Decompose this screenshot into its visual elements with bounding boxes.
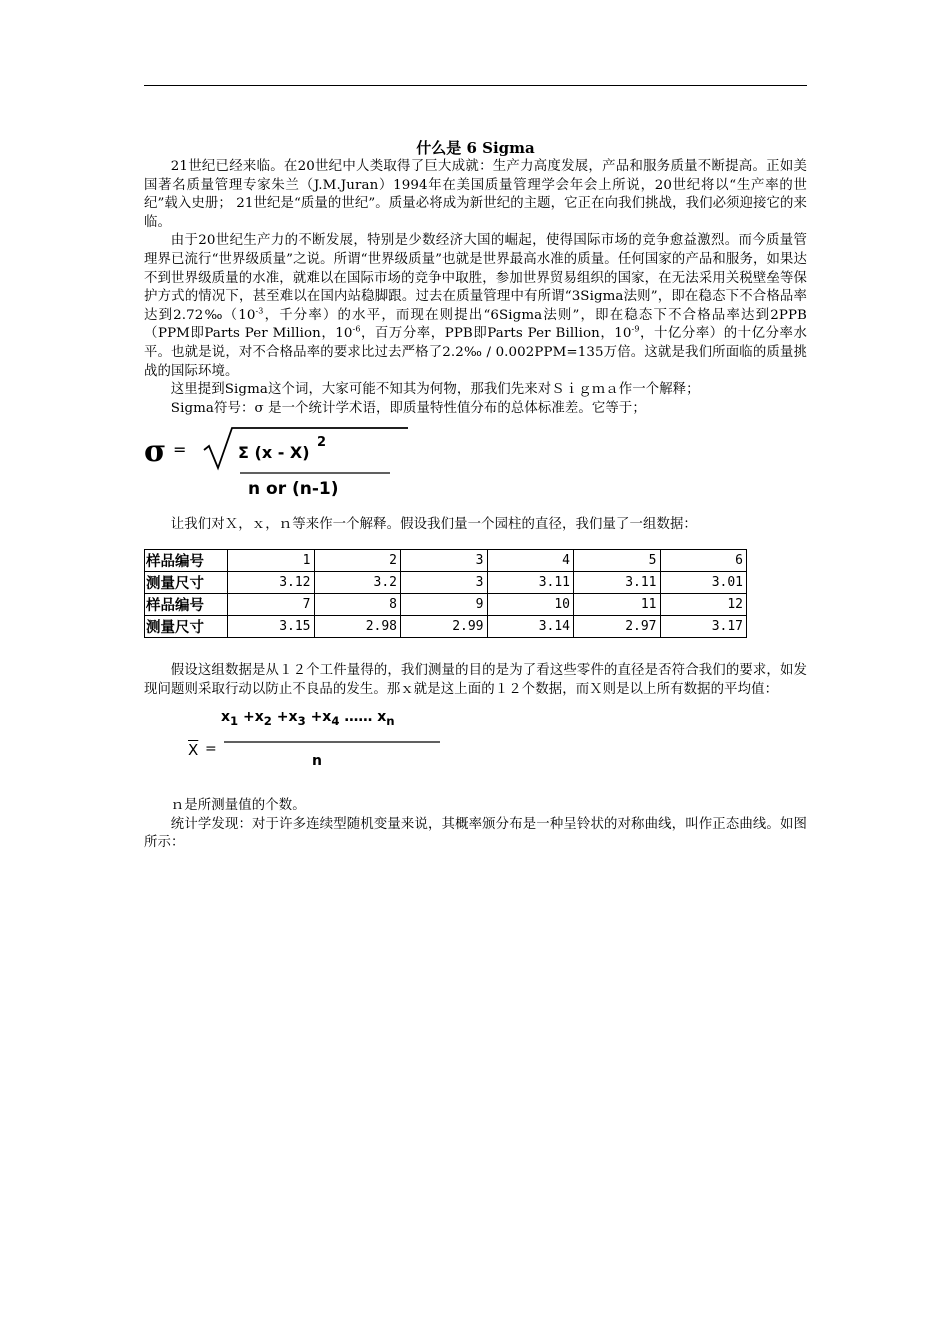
row-label: 样品编号 (145, 593, 228, 615)
table-row (145, 615, 747, 637)
mean-formula (144, 709, 807, 789)
table-cell: 2 (314, 549, 401, 571)
row-label: 测量尺寸 (145, 571, 228, 593)
document-body (144, 138, 807, 853)
table-cell: 1 (228, 549, 315, 571)
paragraph-text: ，十亿分率）的十亿分率水平。也就是说，对不合格品率的要求比过去严格了2.2‰ / 0.002PPM=135万倍。这就是我们所面临的质量挑战的国际环境。 (144, 326, 807, 379)
formula-xbar: $\overline{X}$ (188, 741, 199, 760)
table-cell: 6 (660, 549, 747, 571)
paragraph-variables: 让我们对Ｘ，ｘ，ｎ等来作一个解释。假设我们量一个园柱的直径，我们量了一组数据： (170, 517, 697, 533)
table-cell: 11 (574, 593, 661, 615)
table-cell: 2.97 (574, 615, 661, 637)
table-cell: 2.98 (314, 615, 401, 637)
page-title: 什么是 6 Sigma (416, 139, 535, 157)
paragraph-sigma-explain: 这里提到Sigma这个词，大家可能不知其为何物，那我们先来对Ｓｉｇｍａ作一个解释； (170, 382, 700, 398)
table-cell: 12 (660, 593, 747, 615)
table-cell: 2.99 (401, 615, 488, 637)
superscript: -9 (631, 324, 640, 334)
table-cell: 3.2 (314, 571, 401, 593)
table-row (145, 571, 747, 593)
subscript: 4 (331, 713, 340, 728)
paragraph-text: ，千分率）的水平，而现在则提出“6Sigma法则”，即在稳态下不合格品率达到2PPB（PPM即Parts Per Million，10 (144, 307, 807, 342)
plus: + (310, 709, 323, 726)
table-cell: 9 (401, 593, 488, 615)
formula-exponent: 2 (317, 435, 327, 451)
table-cell: 10 (487, 593, 574, 615)
table-cell: 3.11 (574, 571, 661, 593)
row-label: 样品编号 (145, 549, 228, 571)
formula-numerator (221, 709, 395, 728)
std-deviation-formula (144, 426, 807, 510)
term-x: x (322, 709, 332, 726)
table-cell: 4 (487, 549, 574, 571)
term-x: x (377, 709, 387, 726)
ellipsis: …… (344, 709, 373, 726)
row-label: 测量尺寸 (145, 615, 228, 637)
term-x: x (221, 709, 231, 726)
table-cell: 3.01 (660, 571, 747, 593)
table-cell: 7 (228, 593, 315, 615)
superscript: -6 (352, 324, 361, 334)
measurement-table (144, 549, 747, 638)
table-cell: 3.15 (228, 615, 315, 637)
superscript: -3 (255, 306, 264, 316)
table-cell: 3 (401, 549, 488, 571)
subscript: 2 (263, 713, 272, 728)
plus: + (243, 709, 255, 726)
header-rule (144, 85, 807, 86)
term-x: x (288, 709, 298, 726)
table-cell: 3.11 (487, 571, 574, 593)
paragraph-world-class-quality (144, 232, 807, 381)
formula-sigma: σ (144, 434, 167, 470)
formula-equals: = (173, 440, 187, 460)
table-cell: 3.17 (660, 615, 747, 637)
table-cell: 3.12 (228, 571, 315, 593)
radical-sign (202, 426, 422, 476)
formula-denominator: n (312, 753, 322, 770)
fraction-bar (224, 740, 454, 744)
subscript: 1 (230, 713, 239, 728)
paragraph-intro: 21世纪已经来临。在20世纪中人类取得了巨大成就：生产力高度发展，产品和服务质量不断提高。正如美国著名质量管理专家朱兰（J.M.Juran）1994年在美国质量管理学会年会上所说，20世纪将以“生产率的世纪”载入史册； 21世纪是“质量的世纪”。质量必将成为新世纪的主题，它正在向我们挑战，我们必须迎接它的来临。 (144, 159, 807, 230)
paragraph-sigma-symbol: Sigma符号：σ 是一个统计学术语，即质量特性值分布的总体标准差。它等于； (170, 400, 646, 416)
formula-equals: = (205, 741, 217, 758)
table-cell: 5 (574, 549, 661, 571)
paragraph-text: ，百万分率，PPB即Parts Per Billion，10 (360, 326, 632, 342)
table-cell: 3.14 (487, 615, 574, 637)
formula-numerator: Σ (x - X) (238, 443, 310, 463)
table-cell: 8 (314, 593, 401, 615)
paragraph-normal-curve: 统计学发现：对于许多连续型随机变量来说，其概率颁分布是一种呈铃状的对称曲线，叫作正态曲线。如图所示： (144, 816, 807, 851)
term-x: x (254, 709, 264, 726)
paragraph-mean: 假设这组数据是从１２个工件量得的，我们测量的目的是为了看这些零件的直径是否符合我们的要求，如发现问题则采取行动以防止不良品的发生。那ｘ就是这上面的１２个数据，而Ｘ则是以上所有数据的平均值： (144, 662, 807, 697)
subscript: n (386, 713, 395, 728)
table-row (145, 593, 747, 615)
paragraph-text: 由于20世纪生产力的不断发展，特别是少数经济大国的崛起，使得国际市场的竞争愈益激烈。而今质量管理界已流行“世界级质量”之说。所谓“世界级质量”也就是世界最高水准的质量。任何国家的产品和服务，如果达不到世界级质量的水准，就难以在国际市场的竞争中取胜，参加世界贸易组织的国家，在无法采用关税壁垒等保护方式的情况下，甚至难以在国内站稳脚跟。过去在质量管理中有所谓“3Sigma法则”，即在稳态下不合格品率达到2.72‰（10 (144, 233, 807, 323)
subscript: 3 (297, 713, 306, 728)
formula-denominator: n or (n-1) (248, 479, 339, 500)
plus: + (276, 709, 289, 726)
paragraph-n: ｎ是所测量值的个数。 (170, 798, 306, 814)
table-cell: 3 (401, 571, 488, 593)
table-row (145, 549, 747, 571)
